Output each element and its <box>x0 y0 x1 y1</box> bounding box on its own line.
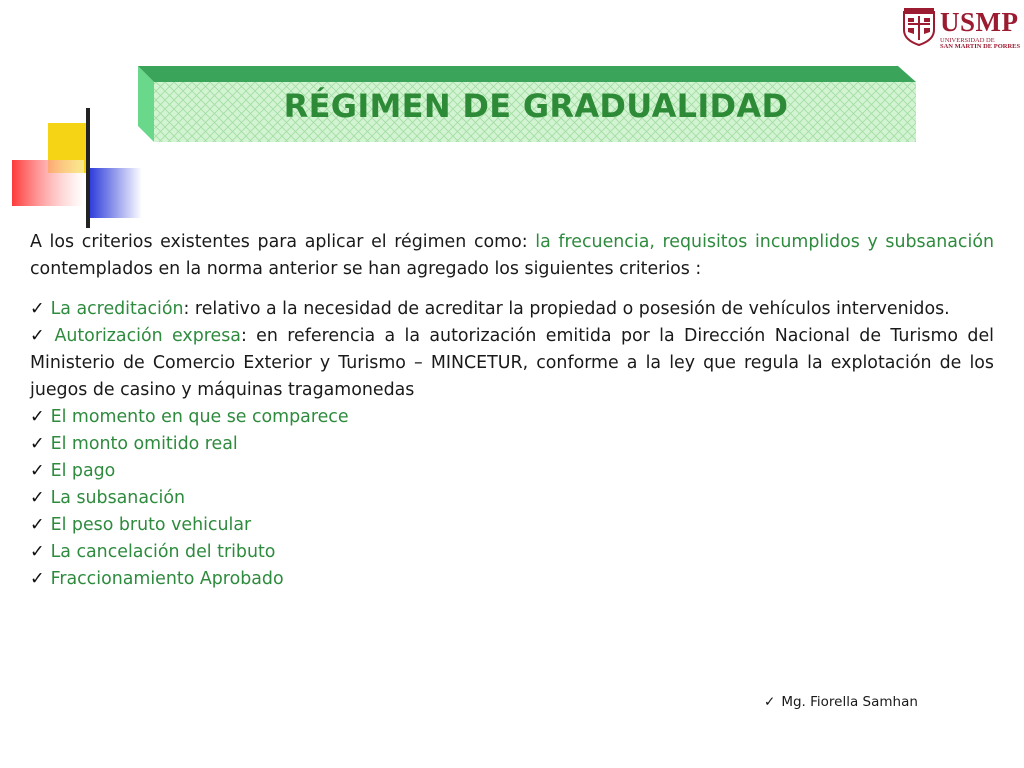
criterion-item <box>30 404 994 431</box>
check-icon: ✓ <box>30 461 45 481</box>
intro-paragraph <box>30 229 994 283</box>
check-icon: ✓ <box>30 515 45 535</box>
blue-square <box>86 168 142 218</box>
intro-text: A los criterios existentes para aplicar el régimen como: <box>30 232 536 252</box>
check-icon: ✓ <box>30 434 45 454</box>
check-icon: ✓ <box>30 299 45 319</box>
intro-highlight: la frecuencia, requisitos incumplidos y subsanación <box>535 232 994 252</box>
criterion-label: El pago <box>50 461 116 481</box>
title-banner <box>138 64 916 142</box>
criterion-label: Autorización expresa <box>54 326 241 346</box>
criterion-item <box>30 458 994 485</box>
criterion-item <box>30 296 994 323</box>
logo-subtitle-2: SAN MARTIN DE PORRES <box>940 43 1021 50</box>
criterion-label: La acreditación <box>50 299 184 319</box>
page-title: RÉGIMEN DE GRADUALIDAD <box>283 87 789 125</box>
criterion-description: : en referencia a la autorización emitida por la Dirección Nacional de Turismo del Ministerio de Comercio Exterior y Turismo – MINCETUR, conforme a la ley que regula la explotación de los juegos de casino y máquinas tragamonedas <box>30 326 995 400</box>
intro-text-end: contemplados en la norma anterior se han agregado los siguientes criterios : <box>30 259 702 279</box>
criterion-label: El peso bruto vehicular <box>50 515 252 535</box>
criterion-label: La subsanación <box>50 488 186 508</box>
check-icon: ✓ <box>30 569 45 589</box>
logo-subtitle-1: UNIVERSIDAD DE <box>940 37 995 44</box>
criterion-description: : relativo a la necesidad de acreditar la propiedad o posesión de vehículos intervenidos. <box>183 299 950 319</box>
criterion-item <box>30 512 994 539</box>
criterion-item <box>30 539 994 566</box>
criterion-item <box>30 323 994 404</box>
check-icon: ✓ <box>30 488 45 508</box>
criterion-label: El momento en que se comparece <box>50 407 349 427</box>
check-icon: ✓ <box>30 542 45 562</box>
criterion-label: El monto omitido real <box>50 434 238 454</box>
logo-wordmark: USMP <box>940 7 1019 37</box>
criterion-label: Fraccionamiento Aprobado <box>50 569 284 589</box>
author-name: Mg. Fiorella Samhan <box>781 694 918 710</box>
check-icon: ✓ <box>30 407 45 427</box>
check-icon: ✓ <box>30 326 49 346</box>
criterion-item <box>30 485 994 512</box>
check-icon: ✓ <box>764 694 776 710</box>
criterion-label: La cancelación del tributo <box>50 542 276 562</box>
slide-body <box>30 229 994 593</box>
criterion-item <box>30 566 994 593</box>
criterion-item <box>30 431 994 458</box>
author-credit <box>764 694 918 710</box>
